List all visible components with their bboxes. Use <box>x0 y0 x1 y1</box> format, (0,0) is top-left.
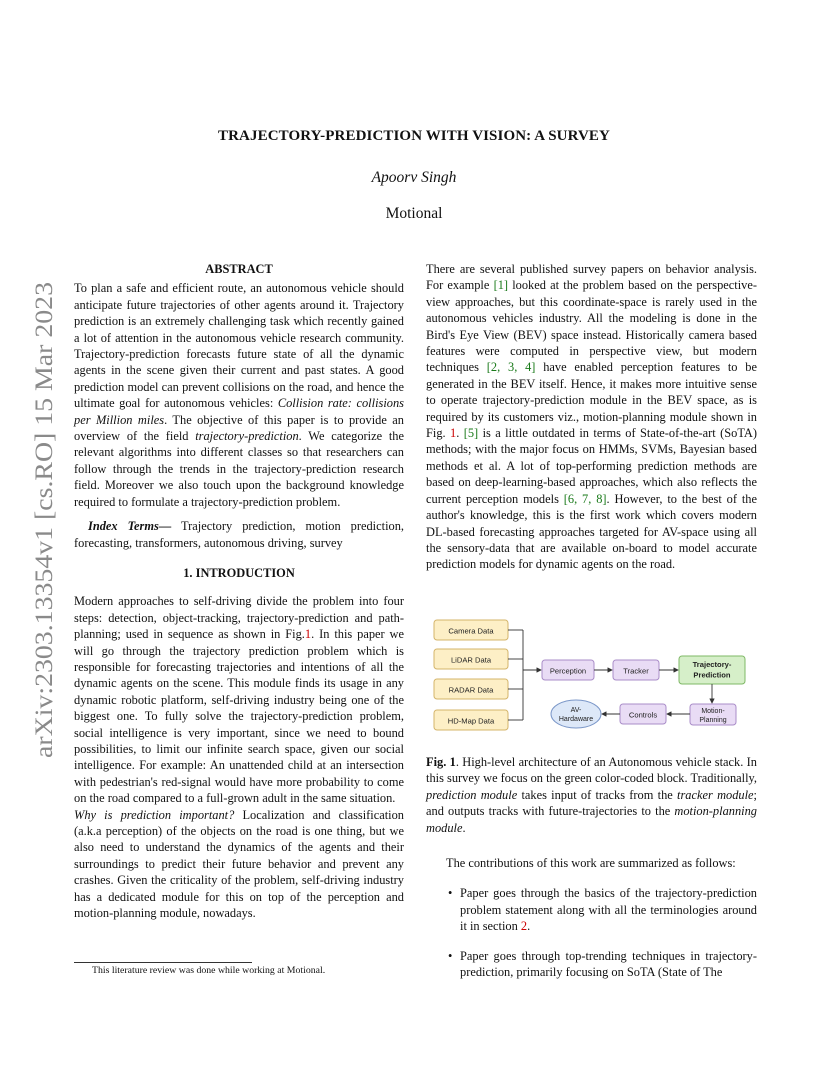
arxiv-side-stamp <box>12 280 62 760</box>
figure-caption: Fig. 1. High-level architecture of an Autonomous vehicle stack. In this survey we focus on the green color-coded block. Traditionally, prediction module takes input of tracks from the tracker module; and outputs tracks with future-trajectories to the motion-planning module. <box>426 755 758 835</box>
right-column <box>426 261 757 573</box>
fig-ref-link[interactable]: 1 <box>304 627 312 642</box>
abstract-heading: ABSTRACT <box>205 262 273 276</box>
input-hdmap-box <box>434 710 508 730</box>
list-item: • Paper goes through top-trending techniques in trajectory-prediction, primarily focusing on SoTA (State of The <box>448 948 757 980</box>
input-hdmap-label: HD-Map Data <box>447 716 495 726</box>
input-lidar-label: LiDAR Data <box>450 655 492 665</box>
controls-label: Controls <box>628 710 658 720</box>
prediction-label-line1: Trajectory- <box>692 660 732 669</box>
citation-link[interactable]: [1] <box>493 278 509 293</box>
citation-link[interactable]: [5] <box>463 426 479 441</box>
paper-affiliation: Motional <box>385 205 443 222</box>
contributions-section <box>426 855 757 980</box>
input-camera-label: Camera Data <box>448 626 494 636</box>
section-ref-link[interactable]: 2 <box>520 919 528 934</box>
fig-ref-link[interactable]: 1 <box>450 426 457 441</box>
figure-label: Fig. 1 <box>426 755 456 769</box>
index-terms: Index Terms— Trajectory prediction, motion prediction, forecasting, transformers, autonomous driving, survey <box>74 519 404 550</box>
hardware-label-line2: Hardaware <box>558 716 594 723</box>
tracker-box <box>613 660 659 680</box>
footnote: This literature review was done while working at Motional. <box>92 965 326 976</box>
paper-title: TRAJECTORY-PREDICTION WITH VISION: A SURVEY <box>218 128 610 144</box>
input-radar-box <box>434 679 508 699</box>
motion-label-line2: Planning <box>699 717 727 724</box>
prediction-box <box>679 656 745 684</box>
tracker-label: Tracker <box>623 666 649 676</box>
perception-box <box>542 660 594 680</box>
bullet-icon: • <box>448 886 453 901</box>
contributions-list <box>426 885 757 980</box>
motion-planning-box <box>690 704 736 725</box>
intro-paragraph-2: Why is prediction important? Localization and classification (a.k.a perception) of the objects on the road is one thing, but we also need to understand the dynamics of the agents and their surroundings to predict their future behavior and prevent any crashes. Given the criticality of the problem, self-driving industry has a dedicated module for this on top of the perception and motion-planning module, nowadays. <box>74 807 405 921</box>
bullet-icon: • <box>448 948 453 963</box>
intro-heading: 1. INTRODUCTION <box>183 565 295 580</box>
intro-paragraph-1: Modern approaches to self-driving divide the problem into four steps: detection, object-tracking, trajectory-prediction and path-planning; used in sequence as shown in Fig.1. In this paper we will go through the trajectory prediction problem which is responsible for forecasting trajectories and intentions of all the dynamic agents on the scene. This module finds its usage in any dynamic robotic platform, self-driving industry being one of the biggest one. To fully solve the trajectory-prediction problem, social intelligence is very important, since we need to bound possibilities, to limit our infinite search space, given our social intelligence. For example: An unattended child at an intersection with pedestrian's red-signal would have more probability to come on the road compared to a full-grown adult in the same situation. <box>74 594 404 806</box>
citation-link[interactable]: [6, 7, 8] <box>563 491 607 506</box>
architecture-diagram <box>428 614 758 744</box>
list-item: • Paper goes through the basics of the trajectory-prediction problem statement along with all the terminologies around it in section 2. <box>448 886 757 934</box>
hardware-label-line1: AV- <box>570 707 582 714</box>
input-camera-box <box>434 620 508 640</box>
paper-author: Apoorv Singh <box>371 169 457 186</box>
input-lidar-box <box>434 649 508 669</box>
input-connectors <box>508 630 541 720</box>
footnote-rule <box>74 962 252 963</box>
prediction-label-line2: Prediction <box>693 670 731 680</box>
motion-label-line1: Motion- <box>701 708 725 715</box>
survey-paragraph: There are several published survey papers on behavior analysis. For example [1] looked at the problem based on the perspective-view approaches, but this coordinate-space is rarely used in the autonomous vehicles industry. All the modeling is done in the Bird's Eye View (BEV) space instead. Historically camera based features were computed in perspective view, but modern techniques [2, 3, 4] have enabled perception features to be generated in the BEV itself. Hence, it makes more intuitive sense to operate trajectory-prediction module in the BEV space, as is required by its customers viz., motion-planning module shown in Fig. 1. [5] is a little outdated in terms of State-of-the-art (SoTA) methods; with the major focus on HMMs, SVMs, Bayesian based methods et al. A lot of top-performing prediction methods are based on deep-learning-based approaches, which also reflects the current perception models [6, 7, 8]. However, to the best of the author's knowledge, this is the first work which covers modern DL-based forecasting approaches targeted for AV-space using all the sensory-data that are available on-board to model accurate prediction models for dynamic agents on the road. <box>426 262 758 572</box>
left-column <box>74 261 404 921</box>
abstract-body: To plan a safe and efficient route, an autonomous vehicle should anticipate future trajectories of other agents around it. Trajectory prediction is an extremely challenging task which recently gained a lot of attention in the autonomous vehicle research community. Trajectory-prediction forecasts future state of all the dynamic agents in the scene given their current and past states. A good prediction model can prevent collisions on the road, and hence the ultimate goal for autonomous vehicles: Collision rate: collisions per Million miles. The objective of this paper is to provide an overview of the field trajectory-prediction. We categorize the relevant algorithms into different classes so that researchers can follow through the trends in the trajectory-prediction research field. Moreover we also touch upon the background knowledge required to formulate a trajectory-prediction problem. <box>74 281 404 509</box>
perception-label: Perception <box>549 666 587 676</box>
hardware-ellipse <box>551 700 601 728</box>
citation-link[interactable]: [2, 3, 4] <box>486 360 536 375</box>
input-radar-label: RADAR Data <box>448 685 494 695</box>
controls-box <box>620 704 666 724</box>
contributions-intro: The contributions of this work are summarized as follows: <box>446 856 736 870</box>
arxiv-stamp-text: arXiv:2303.13354v1 [cs.RO] 15 Mar 2023 <box>31 330 58 758</box>
